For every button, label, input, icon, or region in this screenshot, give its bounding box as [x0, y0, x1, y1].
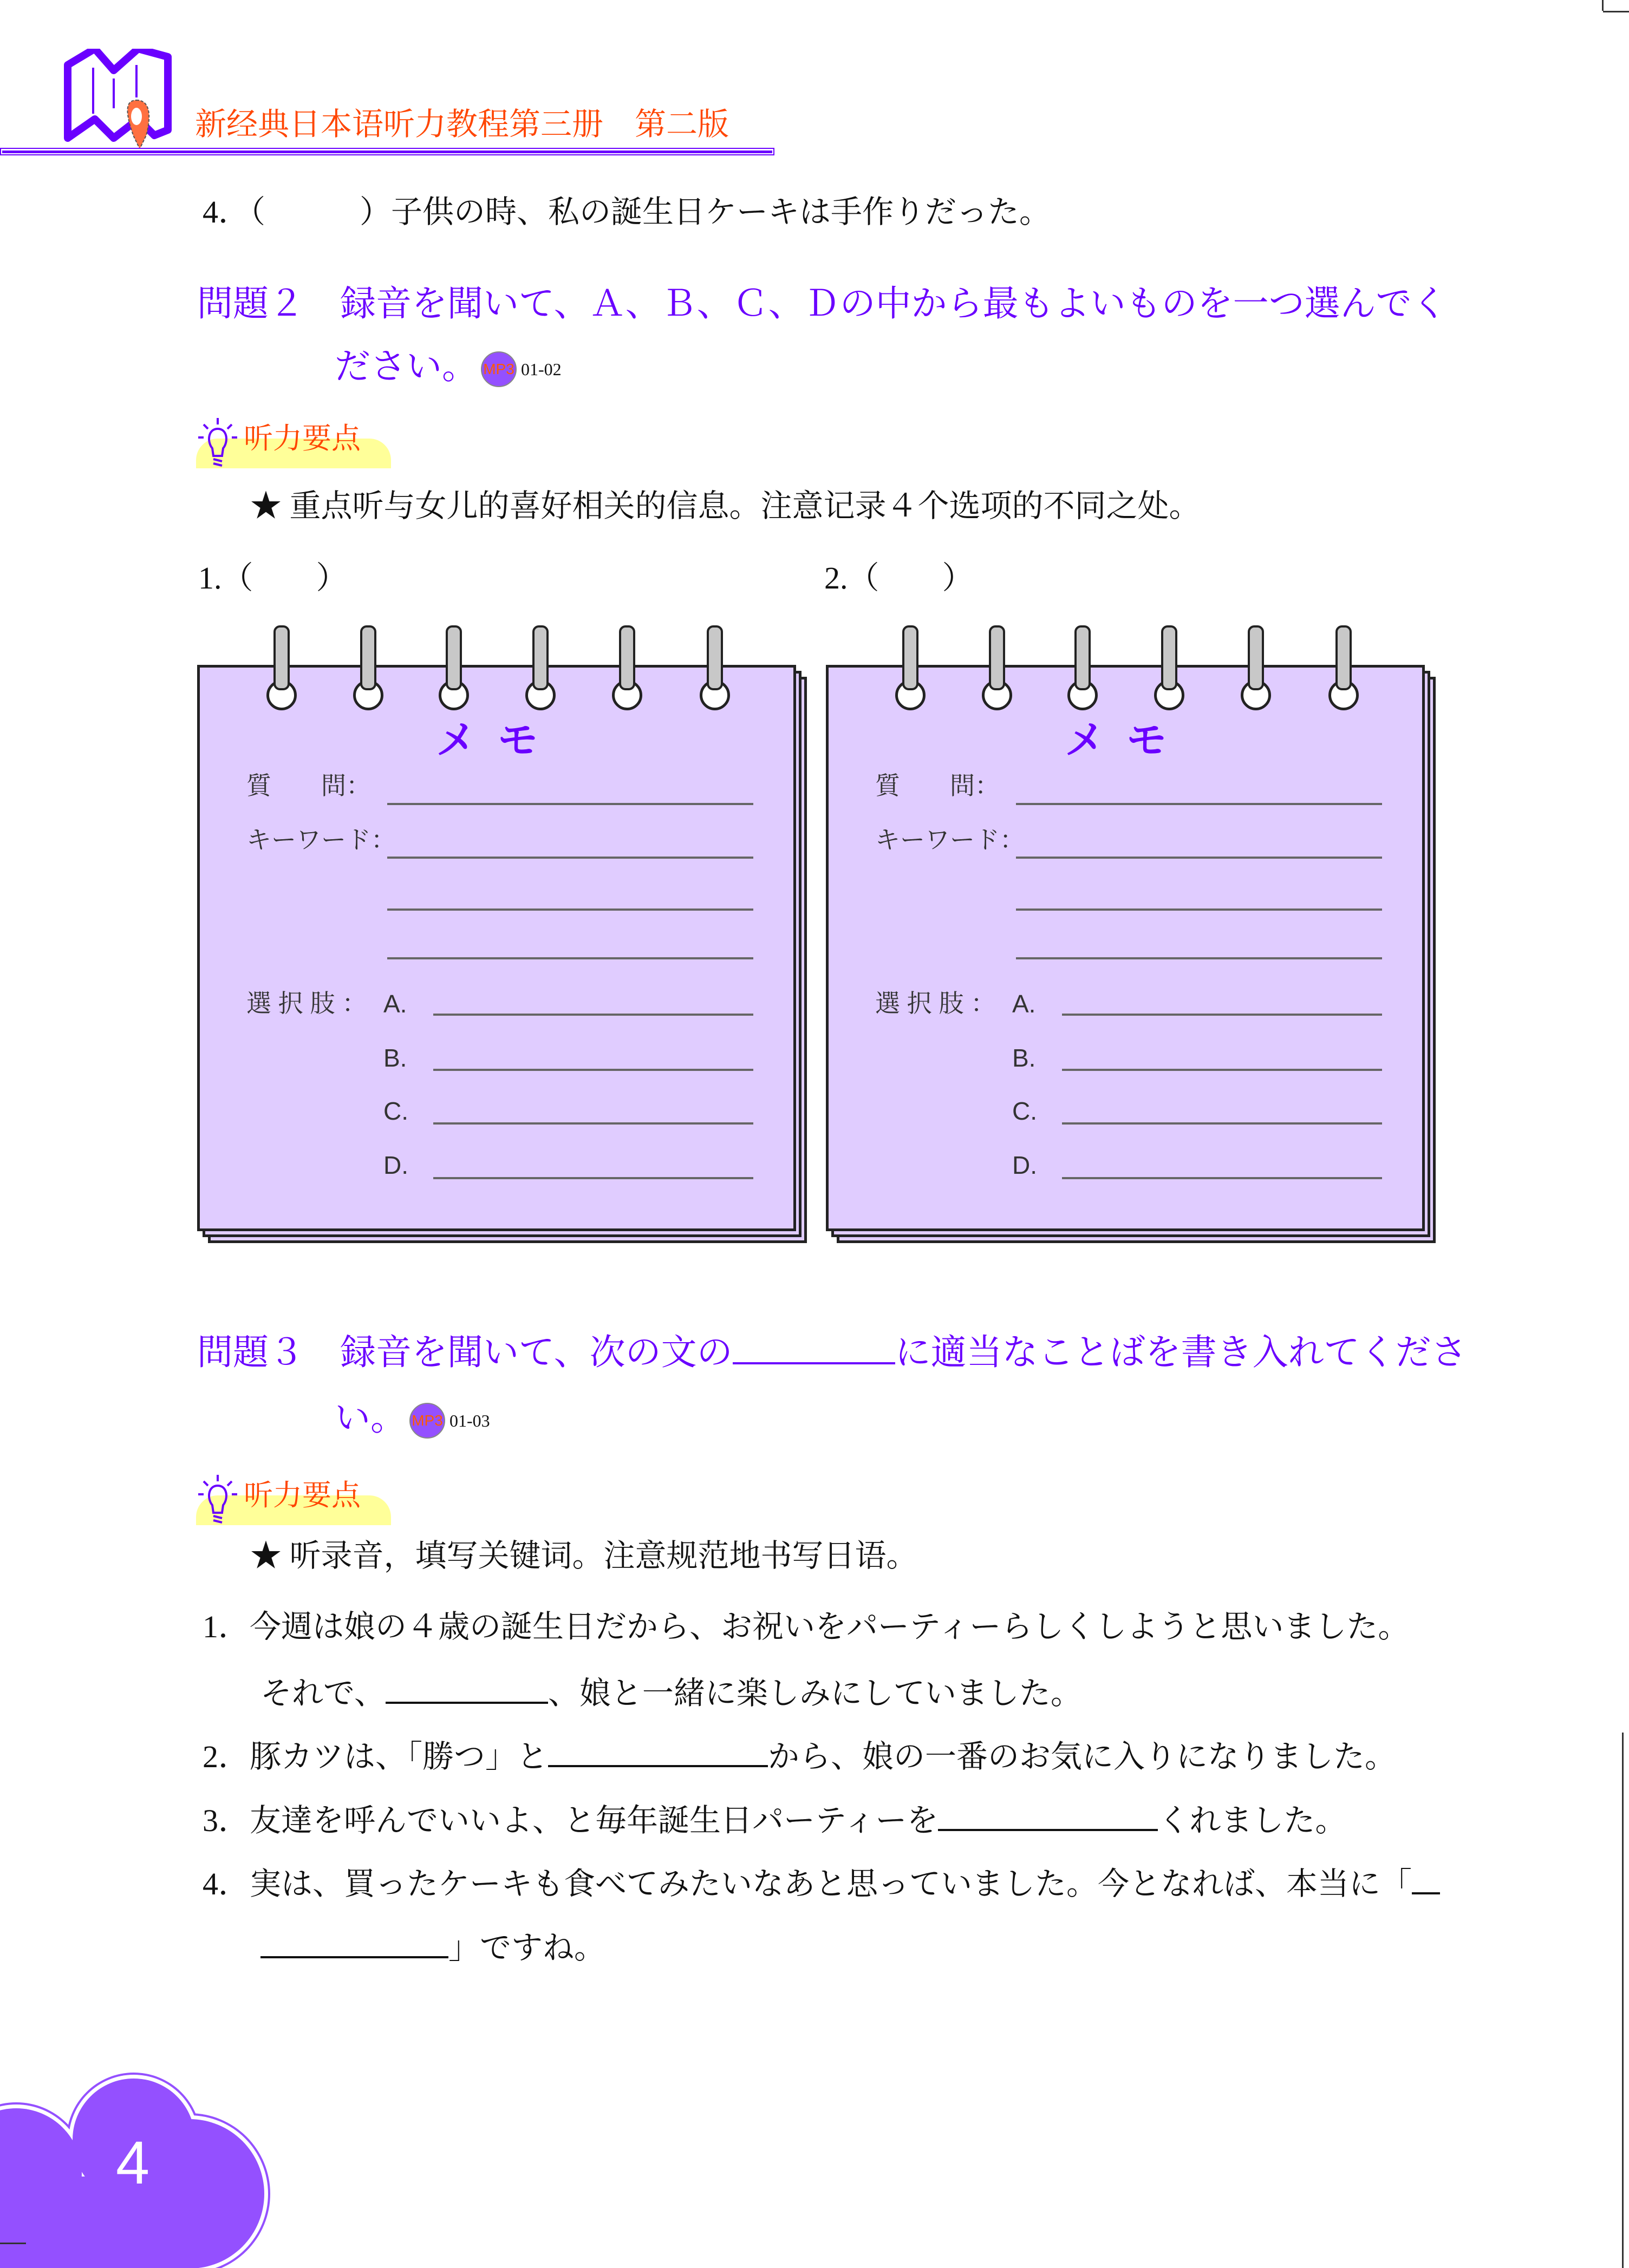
- item-text: 」ですね。: [448, 1930, 606, 1965]
- mondai3-heading-line2: [335, 1399, 490, 1439]
- answer-blank-1[interactable]: [386, 1674, 548, 1704]
- heading-blank: [733, 1332, 895, 1364]
- item-number: 1．: [203, 1609, 250, 1644]
- spiral-binding-icon: [1335, 625, 1352, 690]
- memo-options-label: 選 択 肢 ：: [246, 989, 367, 1017]
- answer-blank-3[interactable]: [938, 1801, 1158, 1831]
- spiral-binding-icon: [1248, 625, 1264, 690]
- memo-question-line[interactable]: [387, 803, 753, 805]
- memo-keyword-line[interactable]: [387, 908, 753, 911]
- spiral-binding-icon: [619, 625, 635, 690]
- item-text: 、娘と一緒に楽しみにしていました。: [548, 1676, 1082, 1711]
- item-text: くれました。: [1158, 1803, 1347, 1838]
- memo-notepad-2: [826, 625, 1443, 1275]
- memo-front-sheet: [826, 665, 1425, 1231]
- fill-item-1-cont: [260, 1674, 1082, 1709]
- fill-item-4-cont: [260, 1928, 605, 1964]
- memo-option-line[interactable]: [1062, 1069, 1382, 1071]
- crop-mark: [1602, 0, 1604, 11]
- tip-text: ★ 听录音，填写关键词。注意规范地书写日语。: [250, 1538, 918, 1573]
- audio-track-number: 01-02: [521, 359, 562, 379]
- item-number: 3．: [203, 1803, 250, 1838]
- memo-title: メモ: [436, 717, 559, 762]
- question-2-answer-slot[interactable]: 2.（ ）: [824, 560, 974, 596]
- memo-option-line[interactable]: [1062, 1122, 1382, 1125]
- tip-label: 听力要点: [244, 1479, 361, 1512]
- item-text: それで、: [260, 1676, 386, 1711]
- page-number: 4: [115, 2129, 150, 2197]
- memo-option-line[interactable]: [433, 1177, 753, 1179]
- fill-item-4: [203, 1864, 1440, 1900]
- memo-option-letter: C.: [1012, 1097, 1037, 1125]
- tip-label: 听力要点: [244, 422, 361, 455]
- fill-item-3: [203, 1801, 1346, 1836]
- mondai2-heading-line2: [335, 348, 562, 388]
- memo-option-letter: D.: [1012, 1151, 1037, 1179]
- spiral-binding-icon: [360, 625, 376, 690]
- mondai2-heading-line2-text: ださい。: [335, 346, 478, 386]
- memo-question-label: 質 問：: [246, 772, 371, 800]
- spiral-binding-icon: [707, 625, 723, 690]
- memo-notepad-1: [197, 625, 814, 1275]
- answer-blank-4a[interactable]: [1412, 1864, 1440, 1894]
- memo-option-letter: A.: [1012, 990, 1036, 1018]
- answer-blank-4b[interactable]: [260, 1928, 448, 1958]
- item-text: 今週は娘の４歳の誕生日だから、お祝いをパーティーらしくしようと思いました。: [250, 1609, 1410, 1644]
- memo-keyword-label: キーワード：: [875, 826, 1025, 854]
- lightbulb-icon: [196, 417, 239, 468]
- previous-question-4: 4．（ ）子供の時、私の誕生日ケーキは手作りだった。: [203, 194, 1051, 230]
- memo-option-letter: D.: [383, 1151, 408, 1179]
- memo-option-line[interactable]: [1062, 1014, 1382, 1016]
- memo-keyword-line[interactable]: [1016, 857, 1382, 859]
- mondai2-heading-line1: 問題２ 録音を聞いて、Ａ、Ｂ、Ｃ、Ｄの中から最もよいものを一つ選んでく: [197, 283, 1448, 323]
- item-number: 2．: [203, 1739, 250, 1774]
- memo-option-letter: B.: [383, 1044, 407, 1072]
- memo-options-label: 選 択 肢 ：: [875, 989, 996, 1017]
- memo-option-line[interactable]: [433, 1069, 753, 1071]
- crop-mark: [1603, 11, 1629, 12]
- mondai3-heading-text-b: に適当なことばを書き入れてくださ: [895, 1332, 1467, 1372]
- crop-mark: [1622, 1733, 1624, 2268]
- mp3-audio-icon[interactable]: MP3: [409, 1403, 445, 1439]
- spiral-binding-icon: [1074, 625, 1091, 690]
- spiral-binding-icon: [1161, 625, 1177, 690]
- header-rule: [0, 148, 774, 155]
- item-number: 4．: [203, 1866, 250, 1901]
- crop-mark: [0, 2243, 26, 2244]
- memo-option-letter: A.: [383, 990, 407, 1018]
- memo-question-label: 質 問：: [875, 772, 1000, 800]
- answer-blank-2[interactable]: [548, 1737, 768, 1767]
- book-map-logo-icon: [60, 49, 179, 152]
- listening-tip-badge: [196, 417, 391, 468]
- book-title: 新经典日本语听力教程第三册 第二版: [195, 107, 729, 142]
- memo-title: メモ: [1065, 717, 1188, 762]
- item-text: 豚カツは、「勝つ」と: [250, 1739, 549, 1774]
- spiral-binding-icon: [989, 625, 1005, 690]
- memo-option-line[interactable]: [1062, 1177, 1382, 1179]
- memo-keyword-line[interactable]: [1016, 908, 1382, 911]
- mondai3-heading-line1: [197, 1332, 1467, 1370]
- tip-text: ★ 重点听与女儿的喜好相关的信息。注意记录４个选项的不同之处。: [250, 488, 1201, 524]
- spiral-binding-icon: [532, 625, 549, 690]
- memo-keyword-label: キーワード：: [246, 826, 396, 854]
- spiral-binding-icon: [902, 625, 918, 690]
- memo-keyword-line[interactable]: [387, 857, 753, 859]
- mp3-audio-icon[interactable]: MP3: [481, 351, 517, 387]
- mondai3-heading-line2-text: い。: [335, 1397, 406, 1437]
- audio-track-number: 01-03: [449, 1410, 490, 1430]
- listening-tip-badge: [196, 1474, 391, 1525]
- memo-keyword-line[interactable]: [387, 957, 753, 959]
- item-text: 友達を呼んでいいよ、と毎年誕生日パーティーを: [250, 1803, 939, 1838]
- memo-option-line[interactable]: [433, 1122, 753, 1125]
- memo-keyword-line[interactable]: [1016, 957, 1382, 959]
- fill-item-1: [203, 1611, 1409, 1643]
- spiral-binding-icon: [446, 625, 462, 690]
- item-text: 実は、買ったケーキも食べてみたいなあと思っていました。今となれば、本当に「: [250, 1866, 1412, 1901]
- memo-option-letter: C.: [383, 1097, 408, 1125]
- memo-option-line[interactable]: [433, 1014, 753, 1016]
- memo-front-sheet: [197, 665, 796, 1231]
- question-1-answer-slot[interactable]: 1.（ ）: [198, 560, 348, 596]
- memo-question-line[interactable]: [1016, 803, 1382, 805]
- mondai3-heading-text-a: 問題３ 録音を聞いて、次の文の: [197, 1332, 733, 1372]
- fill-item-2: [203, 1737, 1396, 1773]
- item-text: から、娘の一番のお気に入りになりました。: [768, 1739, 1397, 1774]
- lightbulb-icon: [196, 1474, 239, 1525]
- spiral-binding-icon: [273, 625, 290, 690]
- memo-option-letter: B.: [1012, 1044, 1036, 1072]
